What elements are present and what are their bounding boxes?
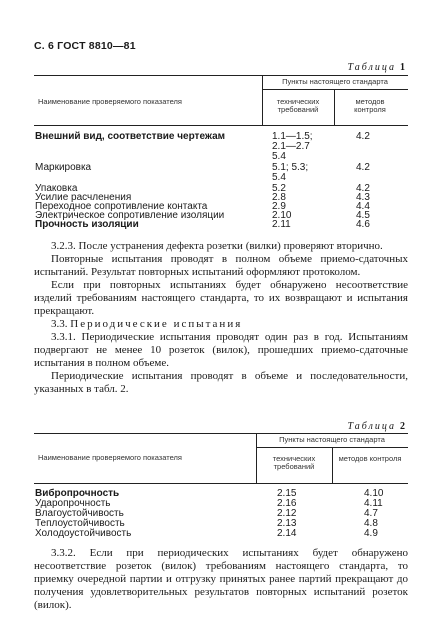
row-method: 4.2 (356, 131, 370, 142)
row-req: 2.8 (272, 192, 286, 203)
table-row (34, 528, 408, 539)
table2-subcol-divider (332, 447, 333, 483)
row-req: 5.1; 5.3; (272, 162, 309, 173)
row-req: 1.1—1.5; (272, 131, 313, 142)
body-text-lower (34, 547, 408, 612)
row-name: Упаковка (35, 183, 78, 194)
table1-caption-number: 1 (400, 62, 405, 73)
row-name: Теплоустойчивость (35, 518, 125, 529)
table2-caption (348, 421, 405, 432)
section-3-3-heading (34, 318, 408, 331)
table2-req-header: технических требований (272, 454, 316, 471)
table2-group-header: Пункты настоящего стандарта (279, 435, 385, 444)
row-req: 2.12 (277, 508, 297, 519)
row-name: Влагоустойчивость (35, 508, 124, 519)
row-req: 2.10 (272, 210, 292, 221)
row-method: 4.4 (356, 201, 370, 212)
table2-caption-word: Таблица (347, 421, 396, 432)
row-method: 4.2 (356, 183, 370, 194)
table1-name-header: Наименование проверяемого показателя (38, 97, 182, 106)
table2 (34, 433, 408, 541)
paragraph-mismatch: Если при повторных испытаниях будет обнаружено несоответствие изделий требованиям настоящего стандарта, то их возвращают и испытания прекращают. (34, 279, 408, 317)
row-name: Вибропрочность (35, 488, 120, 499)
table2-name-header: Наименование проверяемого показателя (38, 453, 182, 462)
table1-top-rule (34, 75, 408, 76)
paragraph-3-3-2: 3.3.2. Если при периодических испытаниях будет обнаружено несоответствие розеток (вилок) требованиям настоящего стандарта, то приемку очередной партии и отгрузку принятых ранее партий прекращают до получения удовлетворительных результатов повторных испытаний розеток (вилок). (34, 547, 408, 611)
row-name: Усилие расчленения (35, 192, 132, 203)
table2-group-rule (256, 447, 408, 448)
table2-top-rule (34, 433, 408, 434)
row-method: 4.2 (356, 162, 370, 173)
page-header: С. 6 ГОСТ 8810—81 (34, 40, 136, 52)
table-row (34, 172, 408, 183)
paragraph-repeat-tests: Повторные испытания проводят в полном объеме приемо-сдаточных испытаний. Результат повторных испытаний оформляют протоколом. (34, 253, 408, 278)
row-method: 4.7 (364, 508, 378, 519)
paragraph-periodic-scope: Периодические испытания проводят в объеме и последовательности, указанных в табл. 2. (34, 370, 408, 395)
table1-req-header: технических требований (276, 97, 320, 114)
table1-header-rule (34, 125, 408, 126)
row-method: 4.10 (364, 488, 384, 499)
row-method: 4.3 (356, 192, 370, 203)
paragraph-3-2-3: 3.2.3. После устранения дефекта розетки (вилки) проверяют вторично. (51, 240, 383, 252)
row-name: Ударопрочность (35, 498, 111, 509)
body-text-upper (34, 240, 408, 396)
table1 (34, 75, 408, 230)
row-req: 5.2 (272, 183, 286, 194)
table1-group-header: Пункты настоящего стандарта (282, 77, 388, 86)
row-name: Прочность изоляции (35, 219, 139, 230)
row-method: 4.5 (356, 210, 370, 221)
table1-caption (348, 62, 405, 73)
row-req: 2.9 (272, 201, 286, 212)
row-req: 5.4 (272, 151, 286, 162)
row-name: Электрическое сопротивление изоляции (35, 210, 225, 221)
row-req: 2.1—2.7 (272, 141, 310, 152)
paragraph-3-3-1: 3.3.1. Периодические испытания проводят один раз в год. Испытаниям подвергают не менее 10 розеток (вилок), прошедших приемо-сдаточные испытания в полном объеме. (34, 331, 408, 369)
row-req: 2.16 (277, 498, 297, 509)
section-3-3-number: 3.3. (51, 318, 68, 330)
row-name: Внешний вид, соответствие чертежам (35, 131, 226, 142)
row-req: 2.13 (277, 518, 297, 529)
row-name: Переходное сопротивление контакта (35, 201, 208, 212)
row-req: 2.15 (277, 488, 297, 499)
section-3-3-title: Периодические испытания (70, 318, 243, 330)
row-req: 2.14 (277, 528, 297, 539)
table2-method-header: методов контроля (338, 454, 402, 463)
table-row (34, 219, 408, 230)
table2-caption-number: 2 (400, 421, 405, 432)
row-method: 4.9 (364, 528, 378, 539)
table1-method-header: методов контроля (354, 97, 386, 114)
table2-header-rule (34, 483, 408, 484)
table1-subcol-divider (334, 89, 335, 125)
table1-group-rule (262, 89, 408, 90)
row-method: 4.6 (356, 219, 370, 230)
row-name: Холодоустойчивость (35, 528, 132, 539)
row-name: Маркировка (35, 162, 92, 173)
row-req: 5.4 (272, 172, 286, 183)
table-row (34, 151, 408, 162)
row-method: 4.8 (364, 518, 378, 529)
row-req: 2.11 (272, 219, 291, 230)
table1-caption-word: Таблица (347, 62, 396, 73)
row-method: 4.11 (364, 498, 383, 509)
